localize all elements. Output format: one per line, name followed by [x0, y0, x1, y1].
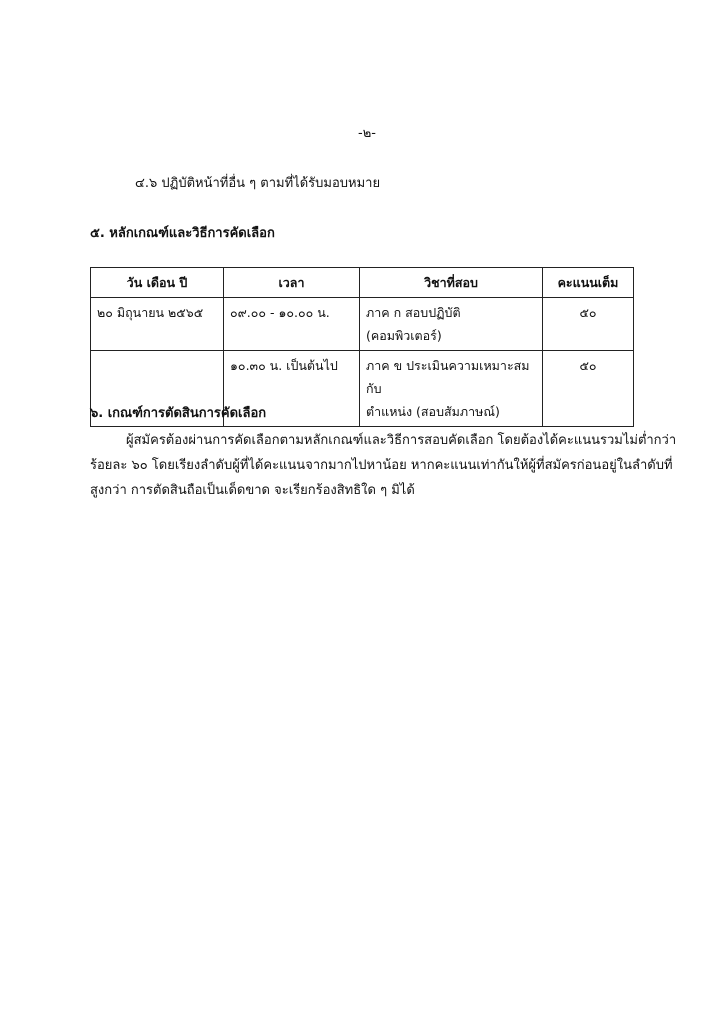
subject-line-2: ตำแหน่ง (สอบสัมภาษณ์)	[366, 404, 500, 419]
paragraph-line: สูงกว่า การตัดสินถือเป็นเด็ดขาด จะเรียกร้องสิทธิใด ๆ มิได้	[90, 483, 415, 498]
cell-subject	[360, 298, 543, 351]
header-date: วัน เดือน ปี	[91, 268, 224, 298]
header-time: เวลา	[224, 268, 360, 298]
cell-time: ๐๙.๐๐ - ๑๐.๐๐ น.	[224, 298, 360, 351]
table-header-row	[91, 268, 634, 298]
section-6-heading: ๖. เกณฑ์การตัดสินการคัดเลือก	[90, 406, 267, 421]
cell-score: ๕๐	[543, 351, 634, 427]
subject-line-1: ภาค ก สอบปฏิบัติ (คอมพิวเตอร์)	[366, 305, 461, 343]
section-6-paragraph	[90, 428, 677, 503]
paragraph-line: ผู้สมัครต้องผ่านการคัดเลือกตามหลักเกณฑ์และวิธีการสอบคัดเลือก โดยต้องได้คะแนนรวมไม่ต่ำกว่า	[126, 433, 677, 448]
item-4-6-text: ๔.๖ ปฏิบัติหน้าที่อื่น ๆ ตามที่ได้รับมอบหมาย	[135, 176, 381, 191]
cell-score: ๕๐	[543, 298, 634, 351]
cell-date: ๒๐ มิถุนายน ๒๕๖๕	[91, 298, 224, 351]
section-5-heading: ๕. หลักเกณฑ์และวิธีการคัดเลือก	[90, 226, 275, 241]
paragraph-line: ร้อยละ ๖๐ โดยเรียงลำดับผู้ที่ได้คะแนนจากมากไปหาน้อย หากคะแนนเท่ากันให้ผู้ที่สมัครก่อนอยู่ในลำดับที่	[90, 458, 673, 473]
cell-subject	[360, 351, 543, 427]
header-full-score: คะแนนเต็ม	[543, 268, 634, 298]
page-number: -๒-	[358, 126, 376, 141]
table-row	[91, 298, 634, 351]
header-subject: วิชาที่สอบ	[360, 268, 543, 298]
subject-line-1: ภาค ข ประเมินความเหมาะสมกับ	[366, 358, 530, 396]
cell-time: ๑๐.๓๐ น. เป็นต้นไป	[224, 351, 360, 427]
